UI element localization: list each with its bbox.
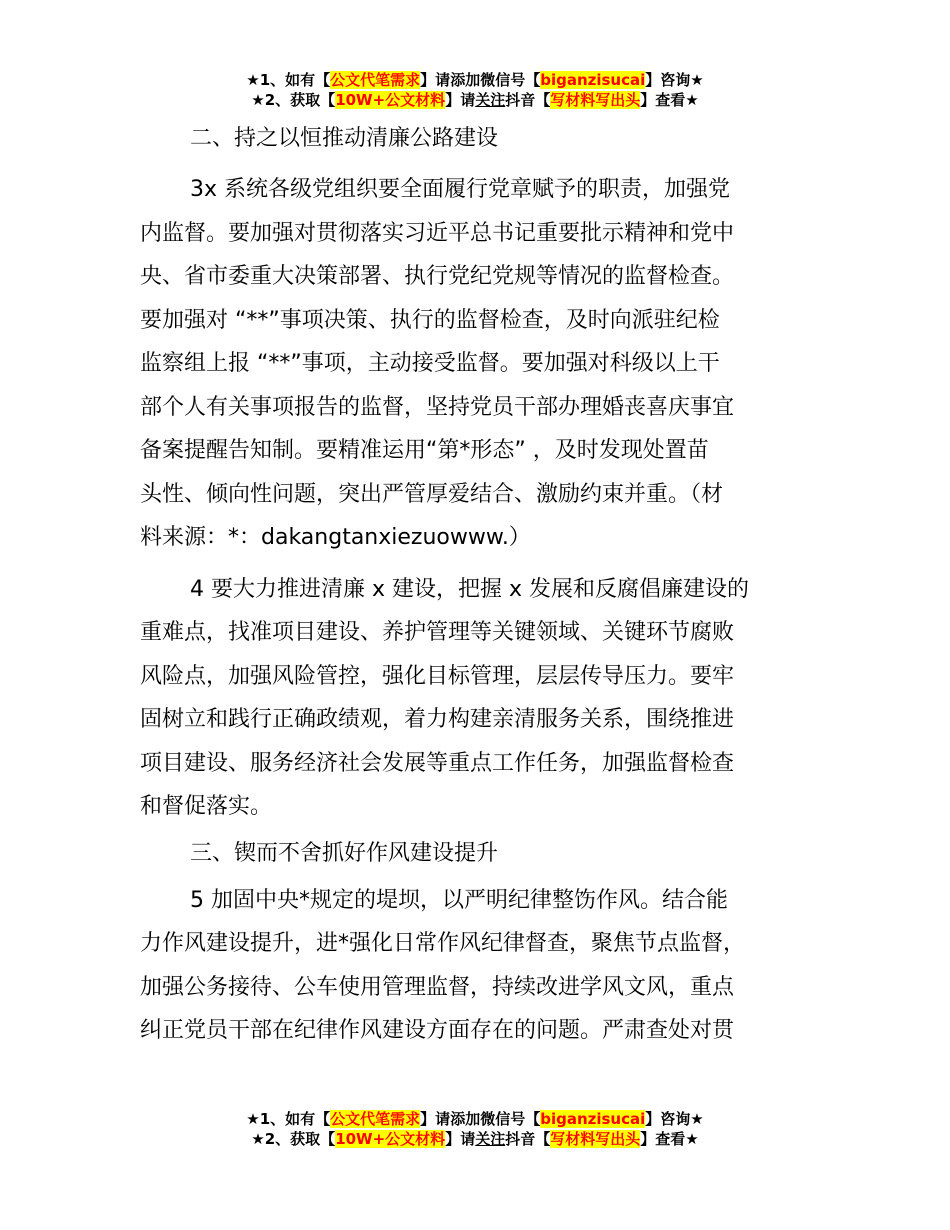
text-line: 3x 系统各级党组织要全面履行党章赋予的职责，加强党 — [190, 177, 731, 202]
banner-underlined-text: 关注 — [475, 91, 506, 109]
banner-line-1 — [0, 1109, 950, 1129]
highlight-wechat-id: biganzisucai — [540, 71, 646, 89]
banner-text: 】请 — [420, 1110, 451, 1128]
text-line: 内监督。要加强对贯彻落实习近平总书记重要批示精神和党中 — [140, 220, 735, 246]
banner-text: 微信号【 — [480, 71, 541, 89]
document-body — [140, 122, 820, 1053]
text-line: 要加强对 “**”事项决策、执行的监督检查，及时向派驻纪检 — [140, 307, 720, 333]
text-line: 纠正党员干部在纪律作风建设方面存在的问题。严肃查处对贯 — [140, 1018, 735, 1043]
text-line: 监察组上报 “**”事项，主动接受监督。要加强对科级以上干 — [140, 351, 720, 376]
text-line: 备案提醒告知制。要精准运用“第*形态” ，及时发现处置苗 — [140, 438, 709, 463]
banner-underlined-text: 关注 — [475, 1130, 506, 1148]
banner-text: 】查看★ — [640, 1130, 699, 1148]
text-line: 料来源：*：dakangtanxiezuowww.） — [140, 525, 531, 550]
paragraph-5 — [140, 879, 820, 1053]
banner-text: 】请 — [445, 91, 476, 109]
banner-text: 】请 — [420, 71, 451, 89]
banner-text: 1、如有【 — [259, 71, 331, 89]
banner-text: 抖音【 — [505, 1130, 551, 1148]
banner-line-2 — [0, 1129, 950, 1149]
highlight-ghostwriting: 公文代笔需求 — [330, 71, 421, 89]
text-line: 固树立和践行正确政绩观，着力构建亲清服务关系，围绕推进 — [140, 707, 735, 732]
star-icon: ★ — [246, 1110, 260, 1128]
highlight-douyin: 写材料写出头 — [550, 1130, 641, 1148]
text-line: 央、省市委重大决策部署、执行党纪党规等情况的监督检查。 — [140, 264, 735, 289]
highlight-materials: 10W+公文材料 — [335, 91, 446, 109]
star-icon: ★ — [251, 1130, 265, 1148]
banner-text: 】咨询★ — [645, 1110, 704, 1128]
text-line: 风险点，加强风险管控，强化目标管理，层层传导压力。要牢 — [140, 663, 735, 689]
banner-text: 抖音【 — [505, 91, 551, 109]
text-line: 5 加固中央*规定的堤坝，以严明纪律整饬作风。结合能 — [190, 887, 728, 913]
text-line: 4 要大力推进清廉 x 建设，把握 x 发展和反腐倡廉建设的 — [190, 576, 750, 602]
star-icon: ★ — [251, 91, 265, 109]
text-line: 重难点，找准项目建设、养护管理等关键领域、关键环节腐败 — [140, 620, 735, 645]
section-heading-3: 三、锲而不舍抓好作风建设提升 — [190, 840, 499, 866]
banner-text: 微信号【 — [480, 1110, 541, 1128]
highlight-materials: 10W+公文材料 — [335, 1130, 446, 1148]
banner-text: 2、获取【 — [264, 91, 336, 109]
section-heading-2: 二、持之以恒推动清廉公路建设 — [190, 126, 499, 151]
highlight-ghostwriting: 公文代笔需求 — [330, 1110, 421, 1128]
paragraph-3 — [140, 168, 820, 560]
top-banner — [0, 70, 950, 110]
paragraph-4 — [140, 568, 820, 829]
highlight-douyin: 写材料写出头 — [550, 91, 641, 109]
banner-text: 添加 — [450, 71, 481, 89]
text-line: 力作风建设提升，进*强化日常作风纪律督查，聚焦节点监督， — [140, 931, 746, 956]
banner-text: 】请 — [445, 1130, 476, 1148]
banner-text: 1、如有【 — [259, 1110, 331, 1128]
highlight-wechat-id: biganzisucai — [540, 1110, 646, 1128]
text-line: 加强公务接待、公车使用管理监督，持续改进学风文风，重点 — [140, 974, 735, 1000]
banner-text: 添加 — [450, 1110, 481, 1128]
star-icon: ★ — [246, 71, 260, 89]
text-line: 和督促落实。 — [140, 794, 273, 819]
banner-text: 2、获取【 — [264, 1130, 336, 1148]
banner-text: 】咨询★ — [645, 71, 704, 89]
text-line: 部个人有关事项报告的监督，坚持党员干部办理婚丧喜庆事宜 — [140, 394, 735, 420]
bottom-banner — [0, 1109, 950, 1149]
text-line: 头性、倾向性问题，突出严管厚爱结合、激励约束并重。（材 — [140, 481, 724, 507]
text-line: 项目建设、服务经济社会发展等重点工作任务，加强监督检查 — [140, 750, 735, 776]
banner-text: 】查看★ — [640, 91, 699, 109]
banner-line-1 — [0, 70, 950, 90]
banner-line-2 — [0, 90, 950, 110]
